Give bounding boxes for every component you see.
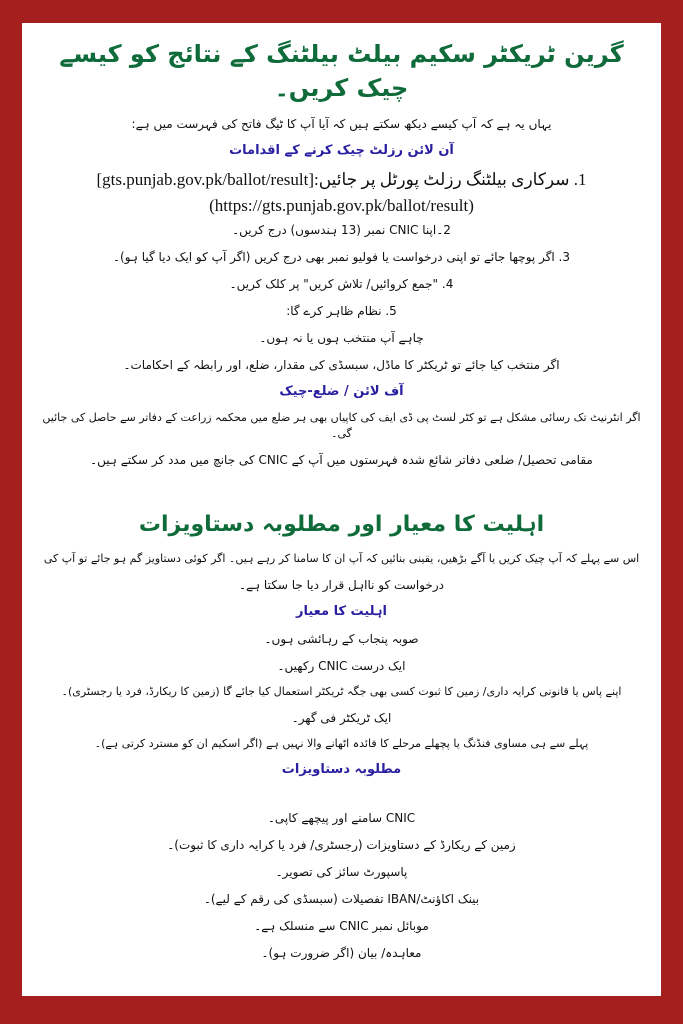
result-item: چاہے آپ منتخب ہوں یا نہ ہوں۔ [259, 331, 424, 345]
step-2: 2۔اپنا CNIC نمبر (13 ہندسوں) درج کریں۔ [232, 223, 451, 237]
eligibility-item: صوبہ پنجاب کے رہائشی ہوں۔ [264, 632, 419, 646]
step-1: 1. سرکاری بیلٹنگ رزلٹ پورٹل پر جائیں:[gts.punjab.gov.pk/ballot/result] [96, 170, 587, 189]
online-steps-heading: آن لائن رزلٹ چیک کرنے کے اقدامات [229, 143, 454, 158]
documents-heading: مطلوبہ دستاویزات [281, 762, 402, 777]
eligibility-item: اپنے پاس یا قانونی کرایہ داری/ زمین کا ثبوت کسی بھی جگہ ٹریکٹر استعمال کیا جائے گا (زمین کا ریکارڈ، فرد یا رجسٹری)۔ [61, 685, 622, 698]
eligibility-item: ایک درست CNIC رکھیں۔ [277, 659, 406, 673]
document-item: معاہدہ/ بیان (اگر ضرورت ہو)۔ [261, 946, 422, 960]
document-item: بینک اکاؤنٹ/IBAN تفصیلات (سبسڈی کی رقم کے لیے)۔ [203, 892, 480, 906]
offline-text: مقامی تحصیل/ ضلعی دفاتر شائع شدہ فہرستوں میں آپ کے CNIC کی جانچ میں مدد کر سکتے ہیں۔ [90, 453, 593, 467]
document-item: پاسپورٹ سائز کی تصویر۔ [275, 865, 408, 879]
document-item: CNIC سامنے اور پیچھے کاپی۔ [267, 811, 416, 825]
step-3: 3. اگر پوچھا جائے تو اپنی درخواست یا فولیو نمبر بھی درج کریں (اگر آپ کو ایک دیا گیا ہو)۔ [112, 250, 571, 264]
step-5: 5. نظام ظاہر کرے گا: [286, 304, 397, 318]
eligibility-item: پہلے سے ہی مساوی فنڈنگ یا پچھلے مرحلے کا فائدہ اٹھانے والا نہیں ہے (اگر اسکیم ان کو مسترد کرتی ہے)۔ [94, 737, 589, 750]
section-heading: اہلیت کا معیار اور مطلوبہ دستاویزات [138, 512, 545, 537]
document-panel [22, 23, 661, 996]
section-intro: اس سے پہلے کہ آپ چیک کریں یا آگے بڑھیں، یقینی بنائیں کہ آپ ان کا سامنا کر رہے ہیں۔ اگر کوئی دستاویز گم ہو جائے تو آپ کی [43, 552, 640, 565]
eligibility-item: ایک ٹریکٹر فی گھر۔ [291, 711, 392, 725]
offline-text: اگر انٹرنیٹ تک رسائی مشکل ہے تو کٹر لسٹ پی ڈی ایف کی کاپیاں بھی ہر ضلع میں محکمہ زراعت کے دفاتر سے حاصل کی جائیں گی۔ [42, 411, 641, 440]
section-intro: درخواست کو نااہل قرار دیا جا سکتا ہے۔ [239, 578, 444, 592]
step-4: 4. "جمع کروائیں/ تلاش کریں" پر کلک کریں۔ [229, 277, 454, 291]
result-item: اگر منتخب کیا جائے تو ٹریکٹر کا ماڈل، سبسڈی کی مقدار، ضلع، اور رابطہ کے احکامات۔ [123, 358, 560, 372]
page-title: گرین ٹریکٹر سکیم بیلٹ بیلٹنگ کے نتائج کو کیسے چیک کریں۔ [59, 40, 624, 102]
document-item: موبائل نمبر CNIC سے منسلک ہے۔ [254, 919, 429, 933]
intro-text: یہاں یہ ہے کہ آپ کیسے دیکھ سکتے ہیں کہ آیا آپ کا ٹیگ فاتح کی فہرست میں ہے: [131, 117, 552, 131]
offline-heading: آف لائن / ضلع-چیک [279, 384, 404, 399]
document-item: زمین کے ریکارڈ کے دستاویزات (رجسٹری/ فرد یا کرایہ داری کا ثبوت)۔ [167, 838, 516, 852]
step-1-link[interactable]: (https://gts.punjab.gov.pk/ballot/result) [209, 196, 474, 215]
eligibility-heading: اہلیت کا معیار [296, 604, 387, 619]
